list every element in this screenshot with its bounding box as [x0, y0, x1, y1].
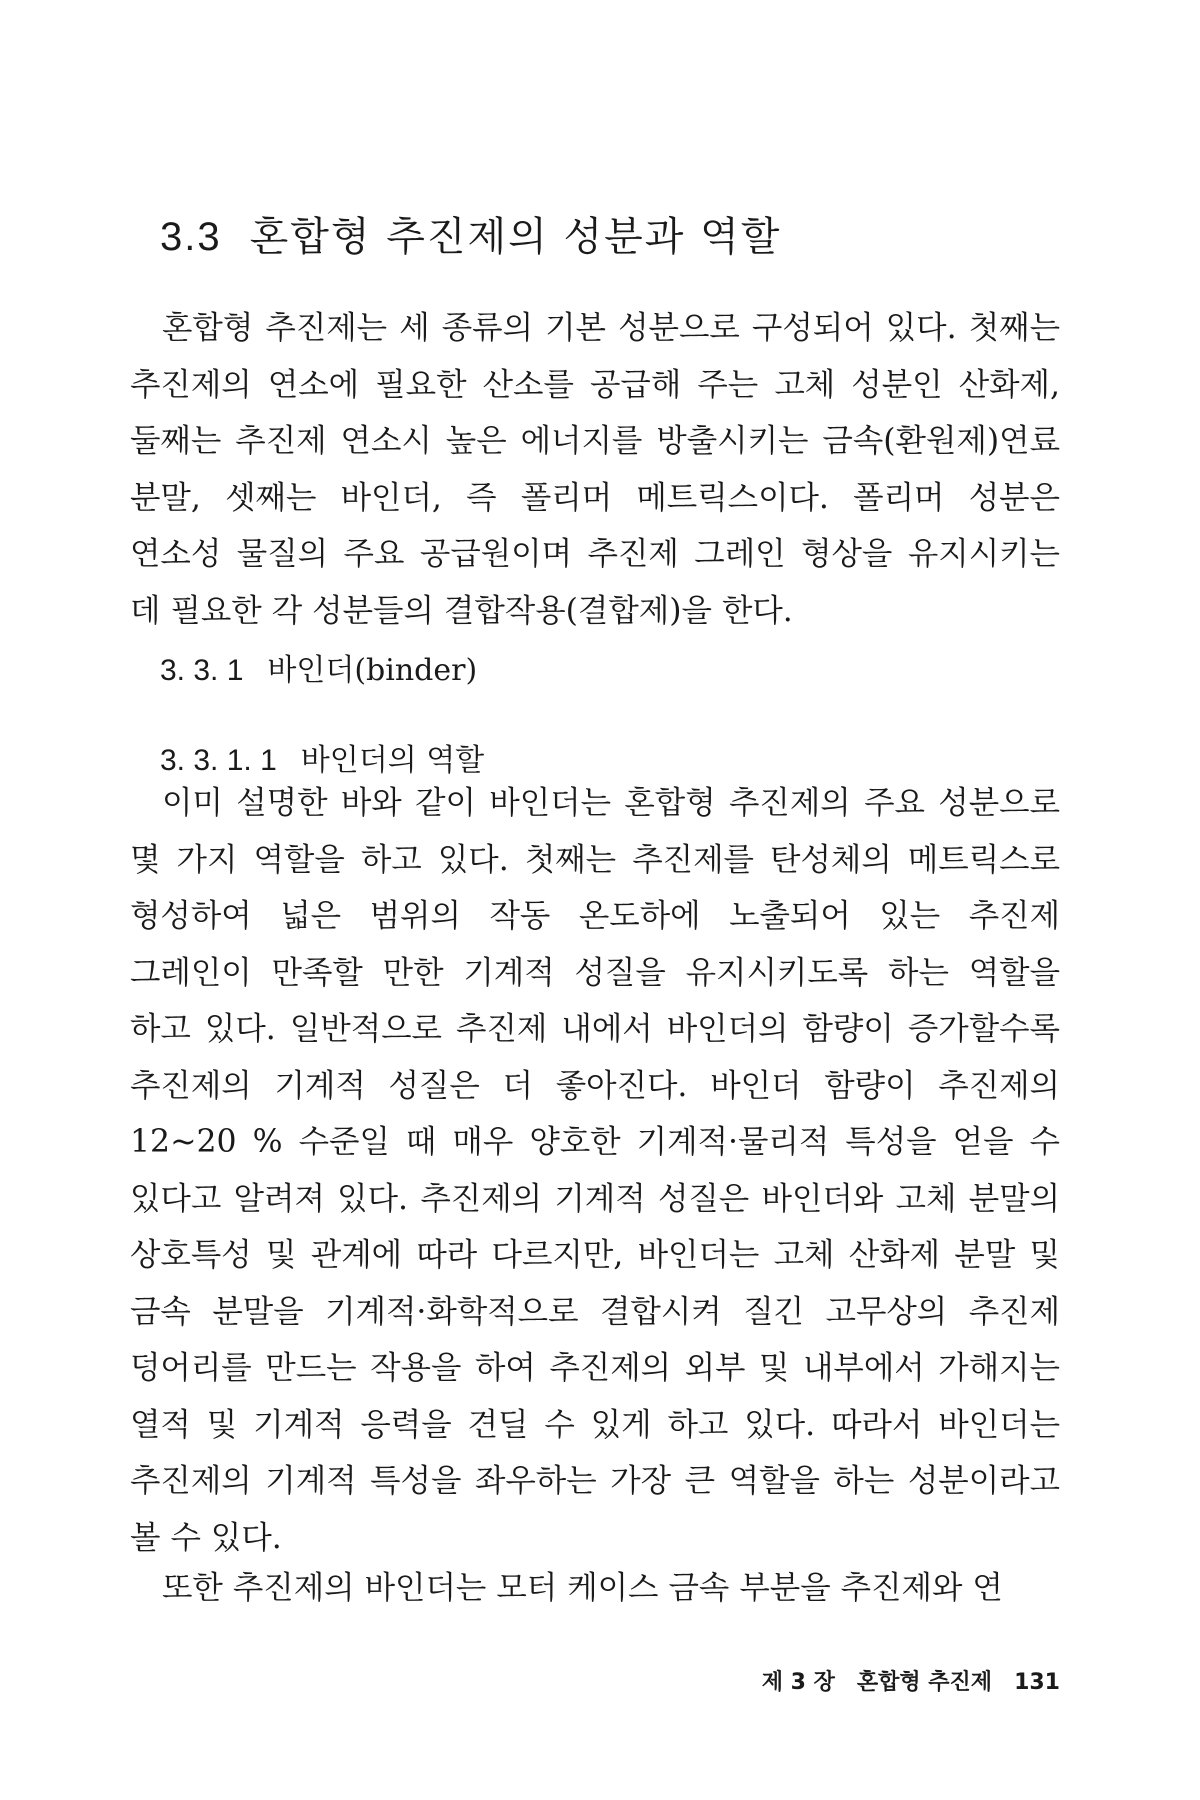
footer-chapter: 제 3 장: [761, 1670, 835, 1695]
subsubsection-number: 3. 3. 1. 1: [160, 744, 277, 777]
subsection-title: 바인더(binder): [267, 653, 478, 688]
section-heading: [160, 205, 781, 262]
subsection-heading: [160, 645, 477, 689]
section-number: 3.3: [160, 215, 222, 259]
subsection-number: 3. 3. 1: [160, 654, 244, 687]
continuation-paragraph: 또한 추진제의 바인더는 모터 케이스 금속 부분을 추진제와 연: [162, 1570, 1003, 1606]
role-paragraph: 이미 설명한 바와 같이 바인더는 혼합형 추진제의 주요 성분으로 몇 가지 역할을 하고 있다. 첫째는 추진제를 탄성체의 메트릭스로 형성하여 넓은 범위의 작동 온도하에 노출되어 있는 추진제 그레인이 만족할 만한 기계적 성질을 유지시키도록 하는 역할을 하고 있다. 일반적으로 추진제 내에서 바인더의 함량이 증가할수록 추진제의 기계적 성질은 더 좋아진다. 바인더 함량이 추진제의 12~20 % 수준일 때 매우 양호한 기계적·물리적 특성을 얻을 수 있다고 알려져 있다. 추진제의 기계적 성질은 바인더와 고체 분말의 상호특성 및 관계에 따라 다르지만, 바인더는 고체 산화제 분말 및 금속 분말을 기계적·화학적으로 결합시켜 질긴 고무상의 추진제 덩어리를 만드는 작용을 하여 추진제의 외부 및 내부에서 가해지는 열적 및 기계적 응력을 견딜 수 있게 하고 있다. 따라서 바인더는 추진제의 기계적 특성을 좌우하는 가장 큰 역할을 하는 성분이라고 볼 수 있다.: [130, 785, 1060, 1556]
subsubsection-title: 바인더의 역할: [300, 743, 485, 778]
section-title: 혼합형 추진제의 성분과 역할: [249, 214, 782, 260]
page-footer: [762, 1665, 1060, 1696]
page-number: 131: [1014, 1670, 1060, 1695]
footer-title: 혼합형 추진제: [856, 1670, 993, 1695]
subsubsection-heading: [160, 735, 484, 779]
intro-paragraph: 혼합형 추진제는 세 종류의 기본 성분으로 구성되어 있다. 첫째는 추진제의 연소에 필요한 산소를 공급해 주는 고체 성분인 산화제, 둘째는 추진제 연소시 높은 에너지를 방출시키는 금속(환원제)연료 분말, 셋째는 바인더, 즉 폴리머 메트릭스이다. 폴리머 성분은 연소성 물질의 주요 공급원이며 추진제 그레인 형상을 유지시키는 데 필요한 각 성분들의 결합작용(결합제)을 한다.: [130, 310, 1060, 629]
